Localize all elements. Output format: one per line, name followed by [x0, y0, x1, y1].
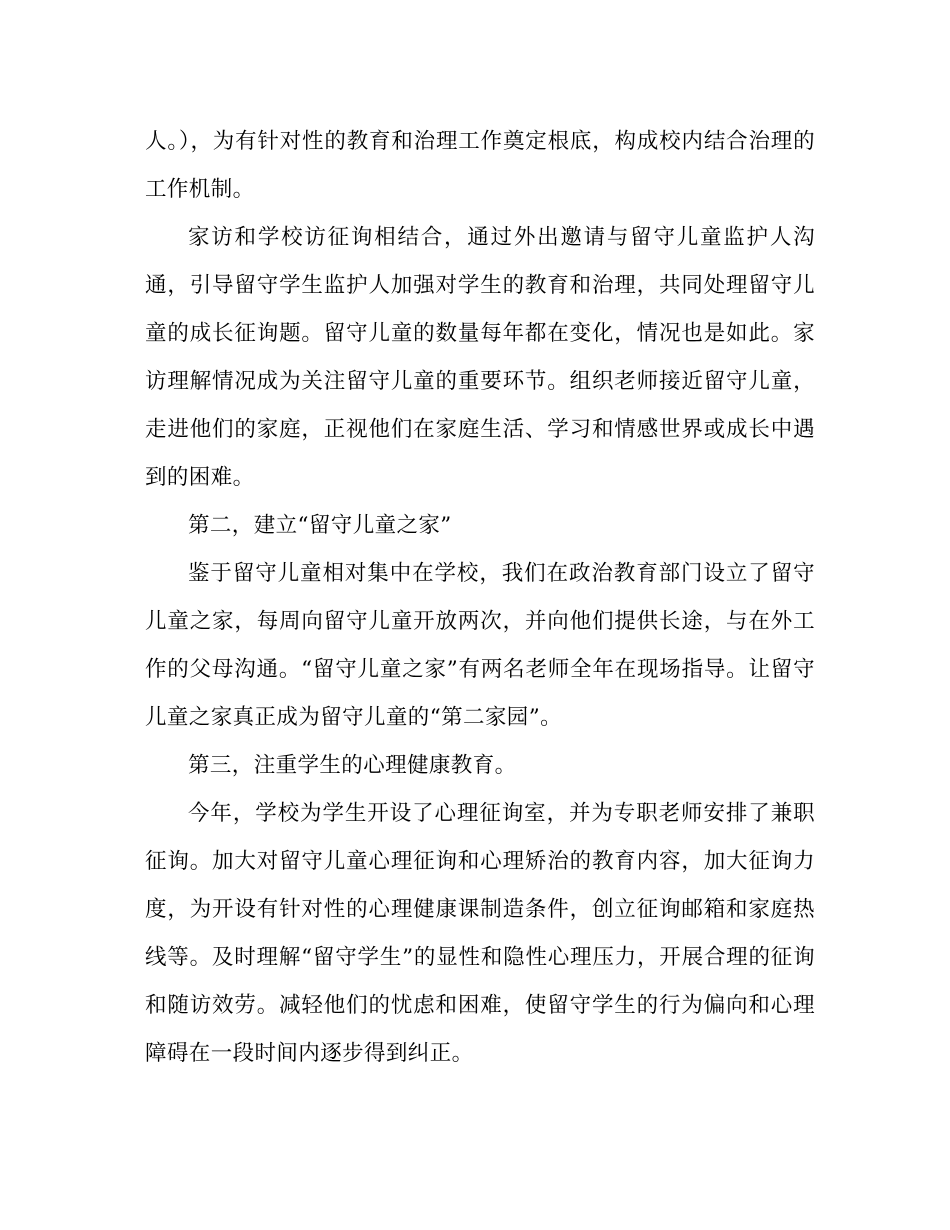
- document-body: [145, 118, 815, 1078]
- paragraph-children-home: 鉴于留守儿童相对集中在学校，我们在政治教育部门设立了留守儿童之家，每周向留守儿童开放两次，并向他们提供长途，与在外工作的父母沟通。“留守儿童之家”有两名老师全年在现场指导。让留守儿童之家真正成为留守儿童的“第二家园”。: [145, 561, 815, 730]
- paragraph-mental-health: 今年，学校为学生开设了心理征询室，并为专职老师安排了兼职征询。加大对留守儿童心理征询和心理矫治的教育内容，加大征询力度，为开设有针对性的心理健康课制造条件，创立征询邮箱和家庭热线等。及时理解“留守学生”的显性和隐性心理压力，开展合理的征询和随访效劳。减轻他们的忧虑和困难，使留守学生的行为偏向和心理障碍在一段时间内逐步得到纠正。: [145, 801, 815, 1066]
- paragraph-continuation: 人。），为有针对性的教育和治理工作奠定根底，构成校内结合治理的工作机制。: [145, 129, 815, 202]
- section-heading-second: 第二，建立“留守儿童之家”: [188, 513, 452, 538]
- paragraph-home-visits: 家访和学校访征询相结合，通过外出邀请与留守儿童监护人沟通，引导留守学生监护人加强对学生的教育和治理，共同处理留守儿童的成长征询题。留守儿童的数量每年都在变化，情况也是如此。家访理解情况成为关注留守儿童的重要环节。组织老师接近留守儿童，走进他们的家庭，正视他们在家庭生活、学习和情感世界或成长中遇到的困难。: [145, 225, 815, 490]
- section-heading-third: 第三，注重学生的心理健康教育。: [188, 753, 517, 778]
